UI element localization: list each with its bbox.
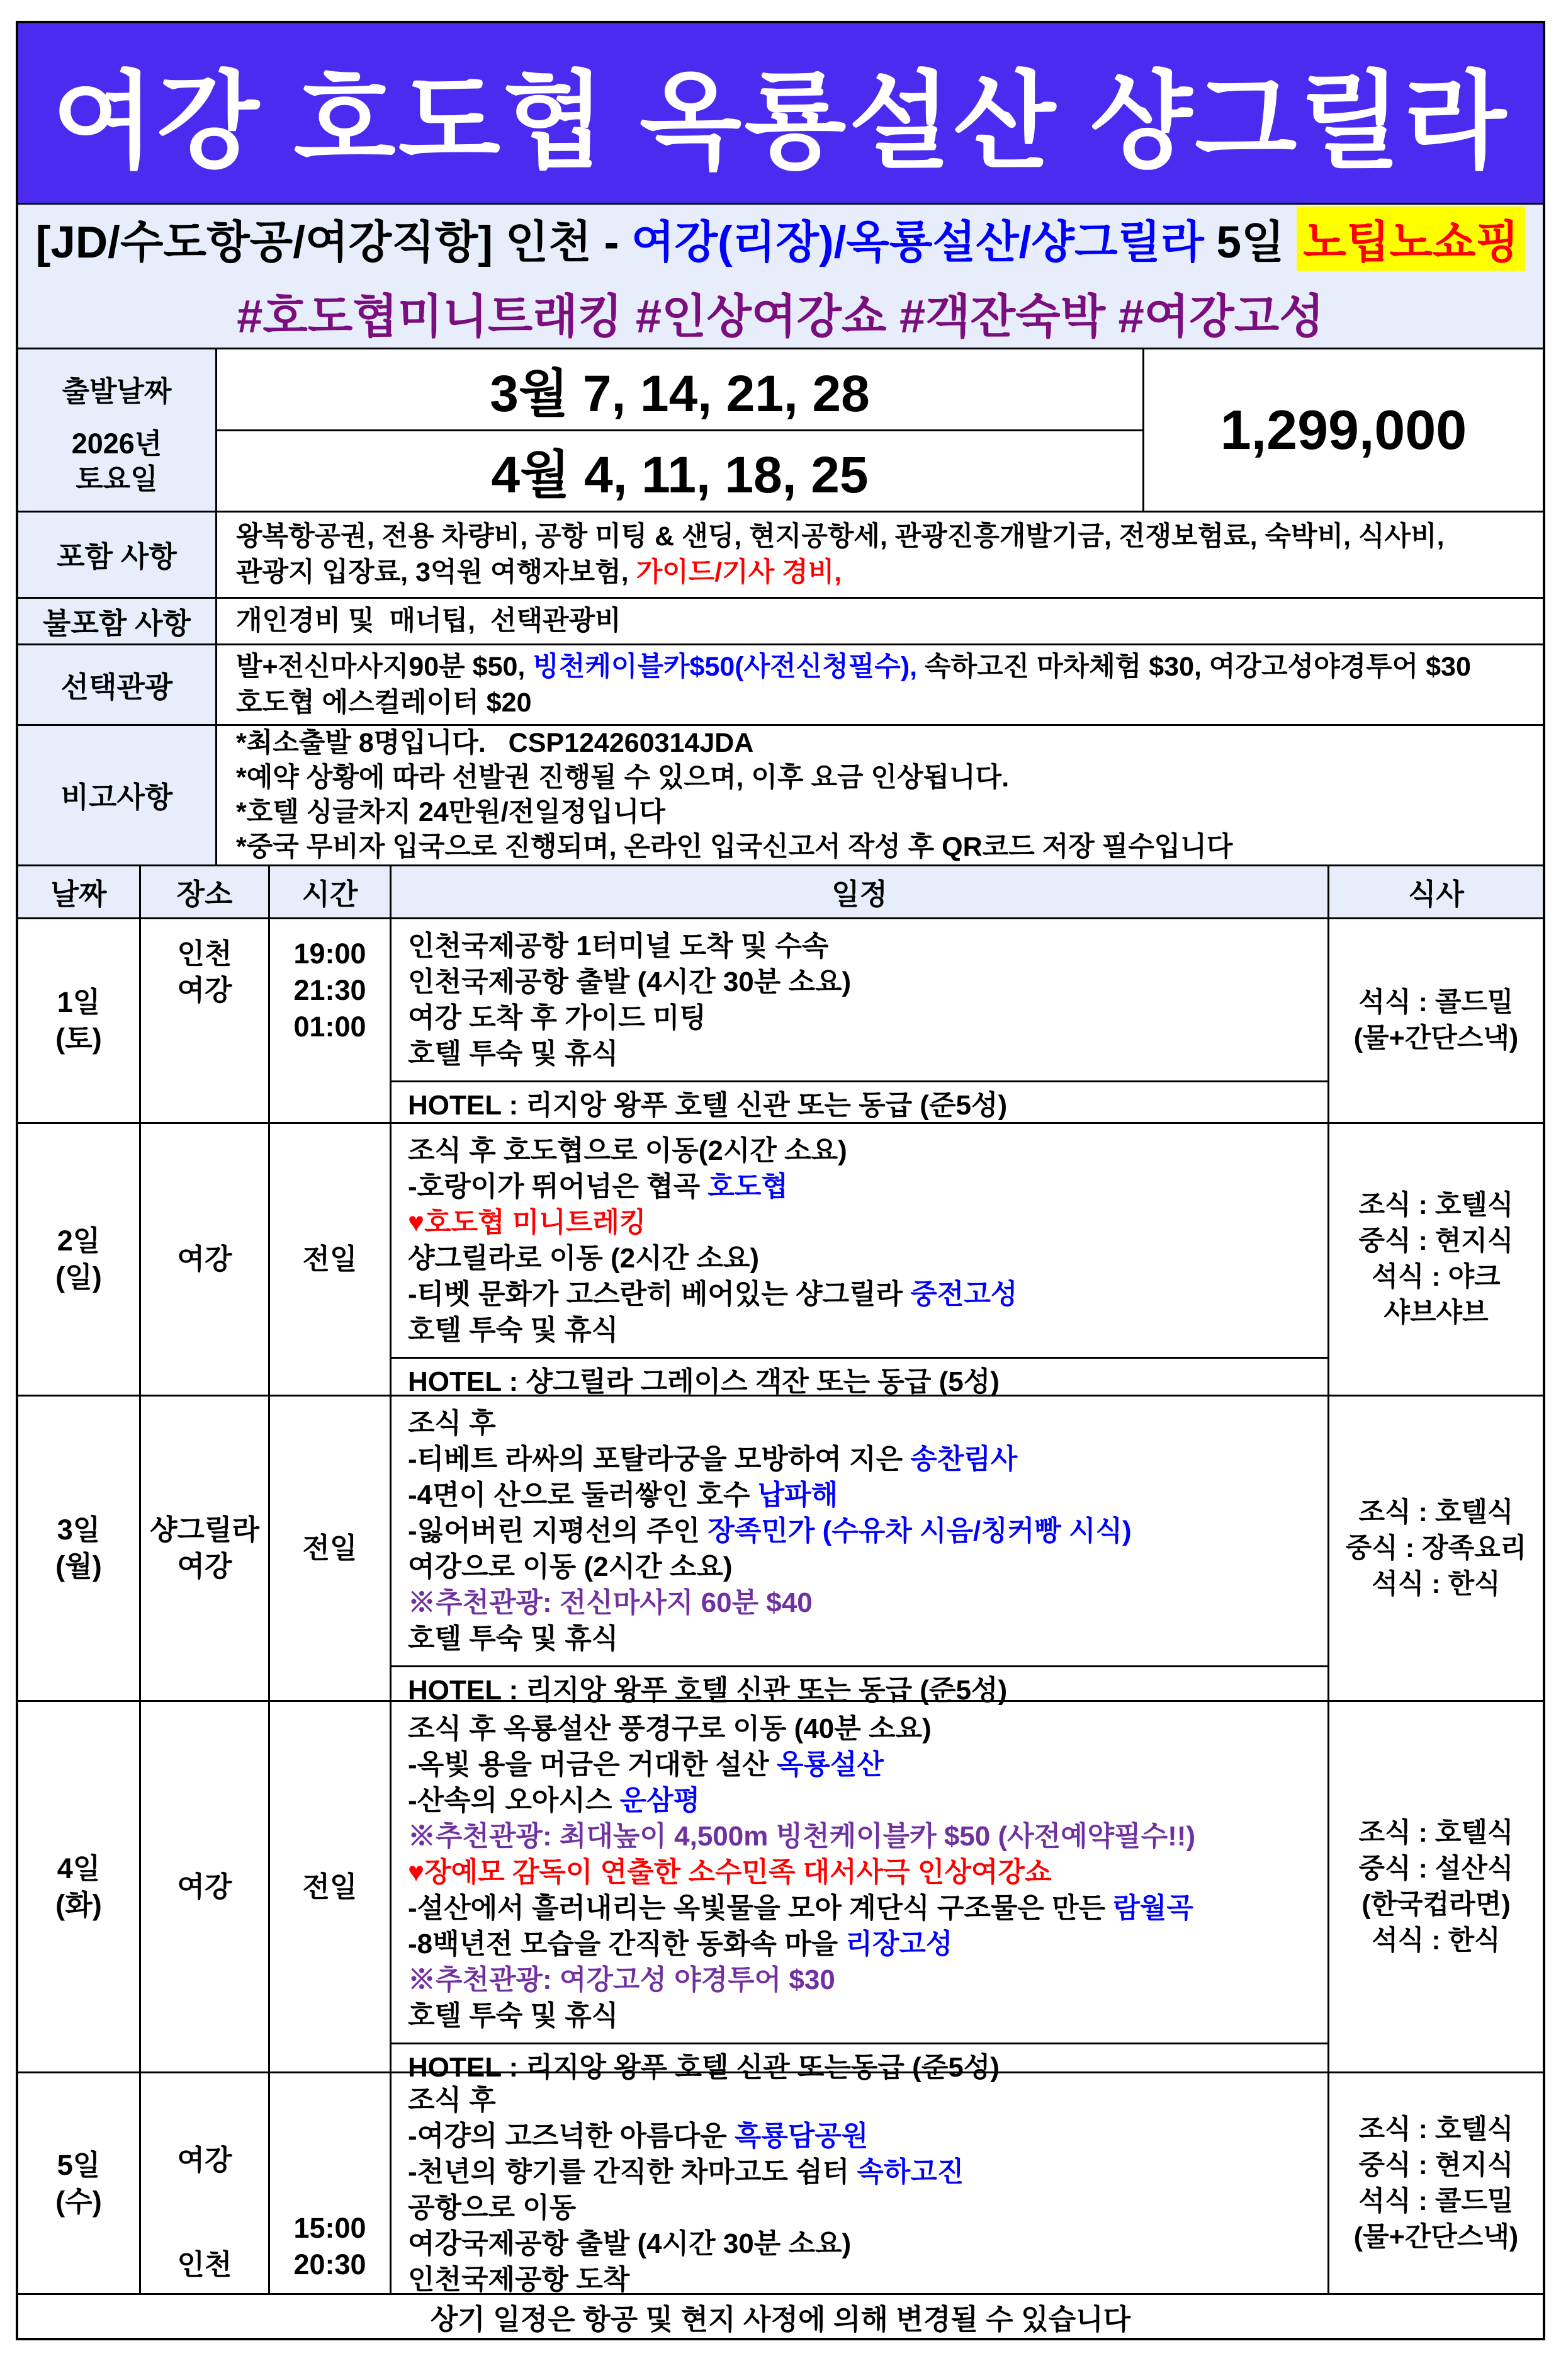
day-schedule-main (392, 1397, 1327, 1665)
schedule-segment: 조식 후 옥룡설산 풍경구로 이동 (40분 소요) (408, 1713, 932, 1744)
day-schedule-cell (392, 1397, 1329, 1706)
day-place-cell-zone (141, 1397, 268, 1700)
schedule-line (408, 928, 1321, 964)
day-place-text: 샹그릴라 (150, 1514, 259, 1546)
day-time-cell-zone (270, 2210, 390, 2293)
schedule-line (408, 1204, 1321, 1240)
hotel-line: HOTEL : 샹그릴라 그레이스 객잔 또는 동급 (5성) (392, 1357, 1327, 1399)
day-time-cell-zone (270, 2073, 390, 2210)
included-line2-red: 가이드/기사 경비, (636, 557, 842, 587)
day-date-text: 4일 (57, 1852, 101, 1884)
schedule-segment: -8백년전 모습을 간직한 동화속 마을 (408, 1929, 846, 1959)
schedule-segment: 납파해 (757, 1480, 838, 1510)
schedule-segment: -옥빛 용을 머금은 거대한 설산 (408, 1749, 777, 1780)
schedule-line (408, 1477, 1321, 1513)
included-label: 포함 사항 (18, 513, 217, 597)
schedule-segment: 샹그릴라로 이동 (2시간 소요) (408, 1243, 759, 1274)
day-meal-cell (1329, 1124, 1543, 1395)
day-date-cell (18, 919, 141, 1122)
day-time-text: 15:00 (293, 2212, 366, 2244)
schedule-segment: ※추천관광: 전신마사지 60분 $40 (408, 1587, 813, 1618)
remarks-line: *호텔 싱글차지 24만원/전일정입니다 (236, 797, 665, 827)
schedule-line (408, 2118, 1321, 2154)
day-time-text: 20:30 (293, 2248, 366, 2281)
day-row (18, 2073, 1543, 2295)
day-time-cell (270, 2073, 392, 2293)
meal-line: 조식 : 호텔식 (1358, 1190, 1514, 1220)
day-date-text: 2일 (57, 1225, 101, 1257)
schedule-segment: 조식 후 호도협으로 이동(2시간 소요) (408, 1135, 847, 1166)
price-cell: 1,299,000 (1220, 399, 1467, 461)
day-meal-cell (1329, 1397, 1543, 1700)
day-time-text: 19:00 (293, 938, 366, 970)
schedule-segment: 운삼평 (619, 1785, 701, 1816)
included-line2 (236, 555, 1530, 591)
day-time-text: 전일 (302, 1243, 358, 1275)
schedule-segment: -천년의 향기를 간직한 차마고도 쉼터 (408, 2156, 857, 2187)
schedule-segment: ※추천관광: 여강고성 야경투어 $30 (408, 1964, 835, 1995)
day-time-cell (270, 1124, 392, 1395)
meal-line: 중식 : 현지식 (1358, 1226, 1514, 1256)
day-place-text: 여강 (177, 2143, 232, 2176)
schedule-line (408, 1169, 1321, 1204)
schedule-line (408, 1818, 1321, 1854)
optional-line1-blue: 빙천케이블카$50(사전신청필수), (533, 651, 918, 682)
day-place-cell-zone (141, 1702, 268, 2071)
day-meal-cell (1329, 1702, 1543, 2071)
schedule-segment: -산속의 오아시스 (408, 1785, 620, 1816)
included-content (217, 513, 1543, 597)
schedule-line (408, 1998, 1321, 2034)
meal-line: 석식 : 콜드밀 (1358, 987, 1514, 1017)
day-place-text: 인천 (177, 2248, 232, 2281)
schedule-segment: 람월곡 (1113, 1893, 1193, 1924)
included-line2-black: 관광지 입장료, 3억원 여행자보험, (236, 557, 636, 587)
day-time-cell-zone (270, 919, 390, 1045)
day-place-cell (141, 2073, 270, 2293)
subtitle-days: 5일 (1203, 217, 1297, 268)
excluded-label: 불포함 사항 (18, 599, 217, 643)
day-place-cell (141, 1702, 270, 2071)
day-place-cell-zone (141, 919, 268, 1009)
schedule-segment: -티벳 문화가 고스란히 베어있는 샹그릴라 (408, 1279, 911, 1310)
schedule-line (408, 1441, 1321, 1477)
day-row (18, 1397, 1543, 1706)
schedule-line (408, 1585, 1321, 1621)
day-time-text: 01:00 (293, 1011, 366, 1043)
meal-line: 중식 : 설산식 (1358, 1853, 1514, 1884)
optional-line1-black2: 속하고진 마차체험 $30, 여강고성야경투어 $30 (917, 651, 1471, 682)
day-place-cell (141, 1124, 270, 1395)
included-row (18, 513, 1543, 599)
header-meal: 식사 (1408, 877, 1464, 910)
subtitle-line (36, 207, 1525, 271)
day-date-text: 5일 (57, 2148, 101, 2181)
schedule-line (408, 1549, 1321, 1585)
day-date-cell-zone (18, 1702, 139, 2071)
schedule-segment: 흑룡담공원 (734, 2121, 869, 2151)
remarks-label: 비고사항 (18, 726, 217, 864)
meal-line: 석식 : 콜드밀 (1358, 2185, 1514, 2216)
page-title: 여강 호도협 옥룡설산 샹그릴라 (52, 62, 1509, 181)
day-place-cell-zone (141, 1124, 268, 1395)
schedule-line (408, 1513, 1321, 1549)
schedule-line (408, 2262, 1321, 2298)
schedule-segment: 속하고진 (857, 2156, 964, 2187)
march-dates: 3월 7, 14, 21, 28 (217, 349, 1142, 431)
header-place: 장소 (141, 866, 270, 917)
day-date-text: 3일 (57, 1514, 101, 1546)
optional-line1-black1: 발+전신마사지90분 $50, (236, 651, 533, 682)
day-meal-cell (1329, 2073, 1543, 2293)
meal-line: 샤브샤브 (1383, 1298, 1489, 1328)
day-place-cell (141, 1397, 270, 1700)
day-row (18, 1702, 1543, 2083)
schedule-segment: 송찬림사 (910, 1444, 1018, 1475)
schedule-segment: 공항으로 이동 (408, 2192, 577, 2223)
excluded-content (217, 599, 1543, 643)
day-date-text: (수) (55, 2185, 102, 2218)
day-date-text: (토) (55, 1023, 102, 1055)
day-time-cell (270, 919, 392, 1122)
day-date-cell (18, 1702, 141, 2071)
schedule-segment: 인천국제공항 출발 (4시간 30분 소요) (408, 966, 852, 997)
meal-line: 중식 : 장족요리 (1345, 1533, 1527, 1563)
header-schedule: 일정 (392, 866, 1329, 917)
schedule-line (408, 1962, 1321, 1998)
day-time-text: 21:30 (293, 974, 366, 1006)
day-place-cell-zone (141, 1009, 268, 1122)
day-date-text: (일) (55, 1261, 102, 1293)
schedule-segment: -4면이 산으로 둘러쌓인 호수 (408, 1480, 758, 1510)
header-date: 날짜 (18, 866, 141, 917)
day-schedule-cell (392, 2073, 1329, 2293)
schedule-line (408, 1621, 1321, 1657)
departure-label-cell (18, 349, 217, 511)
hashtags-line: #호도협미니트래킹 #인상여강쇼 #객잔숙박 #여강고성 (237, 290, 1324, 343)
day-schedule-main (392, 2073, 1327, 2306)
schedule-segment: ※추천관광: 최대높이 4,500m 빙천케이블카 $50 (사전예약필수!!) (408, 1821, 1196, 1852)
day-time-text: 전일 (302, 1532, 358, 1564)
hotel-line: HOTEL : 리지앙 왕푸 호텔 신관 또는 동급 (준5성) (392, 1665, 1327, 1708)
day-place-text: 여강 (177, 1550, 232, 1582)
day-date-cell-zone (18, 2073, 139, 2293)
departure-price-table (18, 349, 1543, 513)
day-date-text: (월) (55, 1550, 102, 1582)
day-time-cell (270, 1702, 392, 2071)
footer-note: 상기 일정은 항공 및 현지 사정에 의해 변경될 수 있습니다 (18, 2295, 1543, 2338)
schedule-line (408, 1711, 1321, 1747)
departure-weekday: 토요일 (76, 463, 158, 495)
schedule-segment: 인천국제공항 1터미널 도착 및 수속 (408, 931, 829, 961)
subtitle-route: 여강(리장)/옥룡설산/샹그릴라 (631, 217, 1204, 268)
meal-line: (물+간단스낵) (1353, 1023, 1519, 1053)
day-place-text: 인천 (177, 938, 232, 970)
schedule-segment: 호텔 투숙 및 휴식 (408, 1038, 619, 1069)
day-place-cell-zone (141, 2073, 268, 2247)
day-time-cell-zone (270, 1124, 390, 1395)
excluded-row (18, 599, 1543, 645)
day-date-cell (18, 1124, 141, 1395)
day-time-cell-zone (270, 1702, 390, 2071)
schedule-line (408, 2082, 1321, 2118)
schedule-segment: ♥호도협 미니트레킹 (408, 1207, 646, 1238)
schedule-segment: -호랑이가 뛰어넘은 협곡 (408, 1171, 708, 1202)
schedule-line (408, 964, 1321, 1000)
departure-year: 2026년 (71, 428, 162, 460)
schedule-segment: -설산에서 흘러내리는 옥빛물을 모아 계단식 구조물은 만든 (408, 1893, 1113, 1924)
remarks-content (217, 726, 1543, 864)
day-date-cell-zone (18, 919, 139, 1122)
day-date-cell-zone (18, 1124, 139, 1395)
header-time: 시간 (270, 866, 392, 917)
schedule-segment: 여강 도착 후 가이드 미팅 (408, 1002, 706, 1033)
remarks-row (18, 726, 1543, 866)
meal-line: 조식 : 호텔식 (1358, 1817, 1514, 1848)
schedule-segment: 조식 후 (408, 1408, 496, 1439)
day-schedule-cell (392, 919, 1329, 1122)
schedule-line (408, 1926, 1321, 1962)
april-dates: 4월 4, 11, 18, 25 (491, 446, 869, 504)
meal-line: 석식 : 한식 (1372, 1925, 1501, 1956)
schedule-segment: 장족민가 (수유차 시음/칭커빵 시식) (707, 1516, 1132, 1546)
tour-flyer (16, 21, 1545, 2340)
meal-line: 조식 : 호텔식 (1358, 2114, 1514, 2145)
schedule-line (408, 1276, 1321, 1312)
schedule-segment: -여걍의 고즈넉한 아름다운 (408, 2121, 735, 2151)
day-place-text: 여강 (177, 1243, 232, 1275)
remarks-line: *최소출발 8명입니다. CSP124260314JDA (236, 728, 754, 758)
day-date-cell (18, 2073, 141, 2293)
schedule-line (408, 1000, 1321, 1036)
remarks-line: *중국 무비자 입국으로 진행되며, 온라인 입국신고서 작성 후 QR코드 저장 필수입니다 (236, 832, 1233, 862)
schedule-segment: 인천국제공항 도착 (408, 2264, 630, 2295)
schedule-line (408, 1890, 1321, 1926)
schedule-segment: -티베트 라싸의 포탈라궁을 모방하여 지은 (408, 1444, 911, 1475)
itinerary-header-row (18, 866, 1543, 919)
excluded-line1: 개인경비 및 매너팁, 선택관광비 (236, 606, 621, 636)
schedule-line (408, 2154, 1321, 2190)
day-schedule-main (392, 1702, 1327, 2043)
optional-line2: 호도협 에스컬레이터 $20 (236, 687, 532, 718)
schedule-segment: ♥장예모 감독이 연출한 소수민족 대서사극 인상여강쇼 (408, 1857, 1052, 1888)
day-time-cell-zone (270, 1045, 390, 1122)
schedule-segment: 호텔 투숙 및 휴식 (408, 1623, 619, 1654)
schedule-line (408, 1240, 1321, 1276)
schedule-line (408, 1747, 1321, 1782)
meal-line: (한국컵라면) (1361, 1889, 1511, 1920)
schedule-segment: 호텔 투숙 및 휴식 (408, 1315, 619, 1346)
day-time-text: 전일 (302, 1870, 358, 1903)
meal-line: 중식 : 현지식 (1358, 2150, 1514, 2180)
optional-tours-label: 선택관광 (18, 645, 217, 724)
optional-tours-content (217, 645, 1543, 724)
day-schedule-cell (392, 1702, 1329, 2083)
day-date-text: (화) (55, 1888, 102, 1921)
day-schedule-main (392, 919, 1327, 1080)
schedule-line (408, 1036, 1321, 1072)
day-date-cell-zone (18, 1397, 139, 1700)
day-row (18, 919, 1543, 1124)
day-time-cell-zone (270, 1397, 390, 1700)
schedule-segment: 리장고성 (845, 1929, 953, 1959)
schedule-segment: -잃어버린 지평선의 주인 (408, 1516, 708, 1546)
meal-line: 석식 : 한식 (1372, 1568, 1501, 1599)
schedule-line (408, 1854, 1321, 1890)
schedule-segment: 호도협 (707, 1171, 788, 1202)
title-banner (18, 23, 1543, 205)
day-place-cell-zone (141, 2247, 268, 2293)
departure-dates-cell (217, 349, 1144, 511)
schedule-line (408, 1782, 1321, 1818)
departure-label: 출발날짜 (62, 375, 172, 407)
schedule-line (408, 2190, 1321, 2226)
subtitle-section (18, 205, 1543, 349)
day-time-cell (270, 1397, 392, 1700)
subtitle-prefix: [JD/수도항공/여강직항] 인천 - (35, 217, 631, 268)
day-date-text: 1일 (57, 986, 101, 1018)
schedule-segment: 중전고성 (910, 1279, 1018, 1310)
day-place-cell (141, 919, 270, 1122)
schedule-line (408, 2226, 1321, 2262)
schedule-line (408, 1312, 1321, 1348)
schedule-segment: 여강으로 이동 (2시간 소요) (408, 1551, 733, 1582)
day-meal-cell (1329, 919, 1543, 1122)
day-schedule-main (392, 1124, 1327, 1357)
hotel-line: HOTEL : 리지앙 왕푸 호텔 신관 또는동급 (준5성) (392, 2043, 1327, 2085)
remarks-line: *예약 상황에 따라 선발권 진행될 수 있으며, 이후 요금 인상됩니다. (236, 762, 1010, 793)
hotel-line: HOTEL : 리지앙 왕푸 호텔 신관 또는 동급 (준5성) (392, 1080, 1327, 1123)
schedule-segment: 조식 후 (408, 2085, 496, 2116)
included-line1: 왕복항공권, 전용 차량비, 공항 미팅 & 샌딩, 현지공항세, 관광진흥개발기금, 전쟁보험료, 숙박비, 식사비, (236, 521, 1445, 552)
departure-year-weekday (72, 426, 162, 497)
day-place-text: 여강 (177, 974, 232, 1006)
schedule-line (408, 1405, 1321, 1441)
day-date-cell (18, 1397, 141, 1700)
schedule-segment: 옥룡설산 (776, 1749, 884, 1780)
schedule-line (408, 1133, 1321, 1169)
schedule-segment: 호텔 투숙 및 휴식 (408, 2000, 619, 2031)
day-row (18, 1124, 1543, 1397)
optional-line1 (236, 649, 1530, 685)
meal-line: 석식 : 야크 (1372, 1262, 1501, 1292)
no-tip-no-shopping-badge: 노팁노쇼핑 (1297, 207, 1525, 271)
day-schedule-cell (392, 1124, 1329, 1395)
meal-line: 조식 : 호텔식 (1358, 1497, 1514, 1527)
day-place-text: 여강 (177, 1870, 232, 1903)
itinerary-body (18, 919, 1543, 2295)
optional-tours-row (18, 645, 1543, 726)
schedule-segment: 여강국제공항 출발 (4시간 30분 소요) (408, 2228, 852, 2259)
meal-line: (물+간단스낵) (1353, 2221, 1519, 2252)
